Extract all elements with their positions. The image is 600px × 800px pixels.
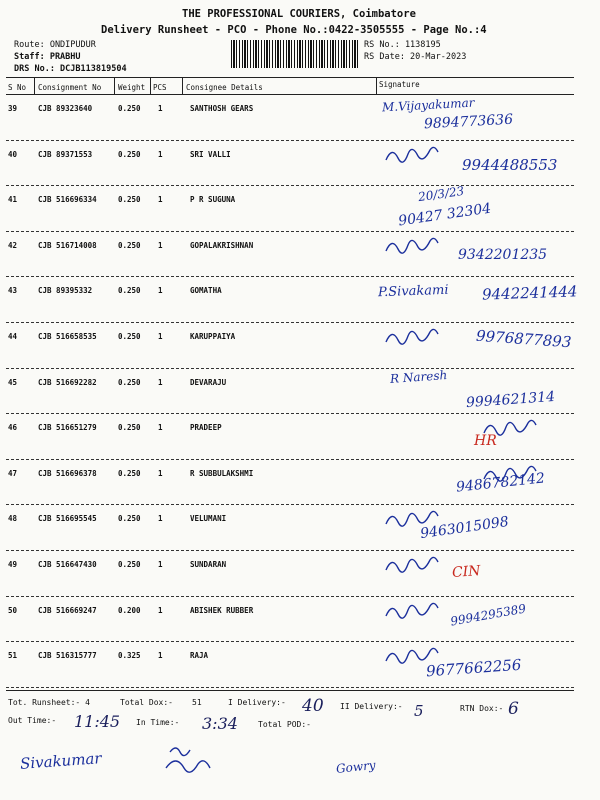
rtn-dox-value: 6 — [508, 699, 519, 719]
row-weight: 0.200 — [118, 605, 141, 615]
row-separator — [6, 368, 574, 369]
col-header-weight: Weight — [118, 83, 146, 92]
row-sno: 50 — [8, 605, 18, 615]
row-pcs: 1 — [158, 240, 163, 250]
col-divider — [34, 77, 35, 94]
col-divider — [150, 77, 151, 94]
col-divider — [114, 77, 115, 94]
row-pcs: 1 — [158, 605, 163, 615]
row-signature-phone: CIN — [451, 563, 482, 581]
row-weight: 0.250 — [118, 149, 141, 159]
row-consignee: ABISHEK RUBBER — [190, 605, 254, 615]
ii-delivery-value: 5 — [414, 702, 424, 720]
row-pcs: 1 — [158, 651, 163, 661]
row-consignee: GOMATHA — [190, 286, 222, 296]
row-sno: 51 — [8, 651, 18, 661]
row-weight: 0.250 — [118, 104, 141, 113]
total-pod-label: Total POD:- — [258, 720, 311, 729]
row-signature-name: R Naresh — [389, 367, 448, 386]
row-consignment-no: CJB 516647430 — [38, 560, 97, 569]
bottom-signature-2 — [160, 740, 220, 782]
i-delivery-label: I Delivery:- — [228, 698, 286, 707]
col-header-consignee: Consignee Details — [186, 83, 263, 92]
row-separator — [6, 185, 574, 186]
row-consignee: RAJA — [190, 651, 209, 661]
ii-delivery-label: II Delivery:- — [340, 702, 403, 711]
row-consignment-no: CJB 516315777 — [38, 651, 97, 661]
row-sno: 43 — [8, 286, 18, 296]
row-sno: 41 — [8, 195, 18, 205]
in-time-label: In Time:- — [136, 718, 180, 727]
row-pcs: 1 — [158, 514, 163, 524]
total-dox-label: Total Dox:- — [120, 698, 173, 707]
row-signature-phone: 9994295389 — [449, 601, 527, 629]
row-signature-scribble — [382, 235, 442, 259]
row-signature-phone: 9677662256 — [425, 655, 522, 681]
row-consignment-no: CJB 89323640 — [38, 104, 93, 113]
row-sno: 39 — [8, 104, 18, 113]
row-consignment-no: CJB 89395332 — [38, 286, 93, 296]
row-consignee: KARUPPAIYA — [190, 332, 236, 341]
row-sno: 46 — [8, 423, 18, 433]
row-separator — [6, 413, 574, 414]
row-separator — [6, 596, 574, 597]
bottom-signature-1: Sivakumar — [19, 749, 103, 773]
row-sno: 40 — [8, 149, 18, 159]
row-consignment-no: CJB 516669247 — [38, 605, 97, 615]
col-divider — [182, 77, 183, 94]
out-time-value: 11:45 — [74, 712, 121, 731]
i-delivery-value: 40 — [302, 696, 324, 716]
row-signature-phone: 9486782142 — [455, 470, 546, 496]
rs-number: RS No.: 1138195 — [364, 40, 441, 50]
row-consignee: PRADEEP — [190, 423, 222, 433]
row-pcs: 1 — [158, 377, 163, 387]
row-weight: 0.250 — [118, 514, 141, 524]
out-time-label: Out Time:- — [8, 716, 57, 725]
row-weight: 0.250 — [118, 286, 141, 296]
route-label: Route: ONDIPUDUR — [14, 40, 96, 50]
col-header-pcs: PCS — [153, 83, 167, 92]
col-header-sno: S No — [8, 83, 27, 92]
row-consignment-no: CJB 516651279 — [38, 423, 97, 433]
row-weight: 0.250 — [118, 195, 141, 205]
row-weight: 0.250 — [118, 377, 141, 387]
row-consignee: SANTHOSH GEARS — [190, 104, 254, 113]
total-dox-value: 51 — [192, 698, 202, 707]
row-consignee: GOPALAKRISHNAN — [190, 240, 254, 250]
row-signature-scribble — [382, 326, 442, 350]
tot-runsheet: Tot. Runsheet:- 4 — [8, 698, 90, 707]
row-weight: 0.250 — [118, 240, 141, 250]
row-separator — [6, 140, 574, 141]
row-sno: 45 — [8, 377, 18, 387]
row-sno: 49 — [8, 560, 18, 569]
row-signature-scribble — [382, 144, 442, 168]
row-signature-phone: 9442241444 — [481, 282, 578, 305]
runsheet-title: Delivery Runsheet - PCO - Phone No.:0422-3505555 - Page No.:4 — [101, 24, 487, 36]
rtn-dox-label: RTN Dox:- — [460, 704, 504, 713]
row-sno: 44 — [8, 332, 18, 341]
row-signature-scribble — [382, 554, 442, 578]
row-sno: 47 — [8, 468, 18, 478]
row-pcs: 1 — [158, 468, 163, 478]
row-pcs: 1 — [158, 560, 163, 569]
row-separator — [6, 322, 574, 323]
col-header-signature: Signature — [379, 80, 420, 89]
row-signature-name: P.Sivakami — [377, 283, 449, 301]
row-consignment-no: CJB 89371553 — [38, 149, 93, 159]
row-consignment-no: CJB 516695545 — [38, 514, 97, 524]
row-signature-phone: 9944488553 — [462, 155, 558, 174]
row-consignment-no: CJB 516696334 — [38, 195, 97, 205]
row-signature-phone: 9342201235 — [458, 246, 548, 263]
row-weight: 0.325 — [118, 651, 141, 661]
row-signature-phone: 90427 32304 — [397, 200, 493, 230]
row-separator — [6, 550, 574, 551]
col-divider — [376, 77, 377, 94]
row-weight: 0.250 — [118, 332, 141, 341]
row-sno: 48 — [8, 514, 18, 524]
row-pcs: 1 — [158, 149, 163, 159]
row-consignee: DEVARAJU — [190, 377, 227, 387]
row-separator — [6, 687, 574, 688]
row-signature-phone: 9894773636 — [423, 111, 514, 133]
row-signature-phone: 9994621314 — [465, 388, 556, 411]
row-separator — [6, 231, 574, 232]
in-time-value: 3:34 — [202, 714, 238, 733]
row-signature-name: M.Vijayakumar — [381, 95, 475, 115]
row-pcs: 1 — [158, 195, 163, 205]
row-separator — [6, 276, 574, 277]
row-consignment-no: CJB 516696378 — [38, 468, 97, 478]
row-separator — [6, 641, 574, 642]
row-consignee: R SUBBULAKSHMI — [190, 468, 254, 478]
row-consignee: P R SUGUNA — [190, 195, 236, 205]
row-sno: 42 — [8, 240, 18, 250]
row-signature-phone: HR — [474, 433, 497, 450]
row-signature-phone: 9463015098 — [419, 514, 510, 543]
table-top-border — [6, 77, 574, 78]
row-consignee: SRI VALLI — [190, 149, 231, 159]
row-pcs: 1 — [158, 286, 163, 296]
row-weight: 0.250 — [118, 468, 141, 478]
row-weight: 0.250 — [118, 423, 141, 433]
barcode — [231, 40, 359, 68]
row-signature-phone: 9976877893 — [475, 326, 572, 352]
drs-number: DRS No.: DCJB113819504 — [14, 64, 127, 74]
row-consignment-no: CJB 516692282 — [38, 377, 97, 387]
row-pcs: 1 — [158, 332, 163, 341]
row-consignee: VELUMANI — [190, 514, 227, 524]
row-consignee: SUNDARAN — [190, 560, 227, 569]
row-weight: 0.250 — [118, 560, 141, 569]
row-signature-name: 20/3/23 — [417, 184, 466, 205]
col-header-consignment: Consignment No — [38, 83, 102, 92]
row-signature-scribble — [382, 600, 442, 624]
company-title: THE PROFESSIONAL COURIERS, Coimbatore — [182, 8, 416, 20]
row-consignment-no: CJB 516714008 — [38, 240, 97, 250]
row-consignment-no: CJB 516658535 — [38, 332, 97, 341]
table-head-border — [6, 94, 574, 95]
rs-date: RS Date: 20-Mar-2023 — [364, 52, 467, 62]
row-pcs: 1 — [158, 104, 163, 113]
row-pcs: 1 — [158, 423, 163, 433]
footer-border — [6, 690, 574, 691]
row-separator — [6, 504, 574, 505]
row-separator — [6, 459, 574, 460]
bottom-signature-3: Gowry — [335, 757, 377, 777]
staff-label: Staff: PRABHU — [14, 52, 81, 62]
